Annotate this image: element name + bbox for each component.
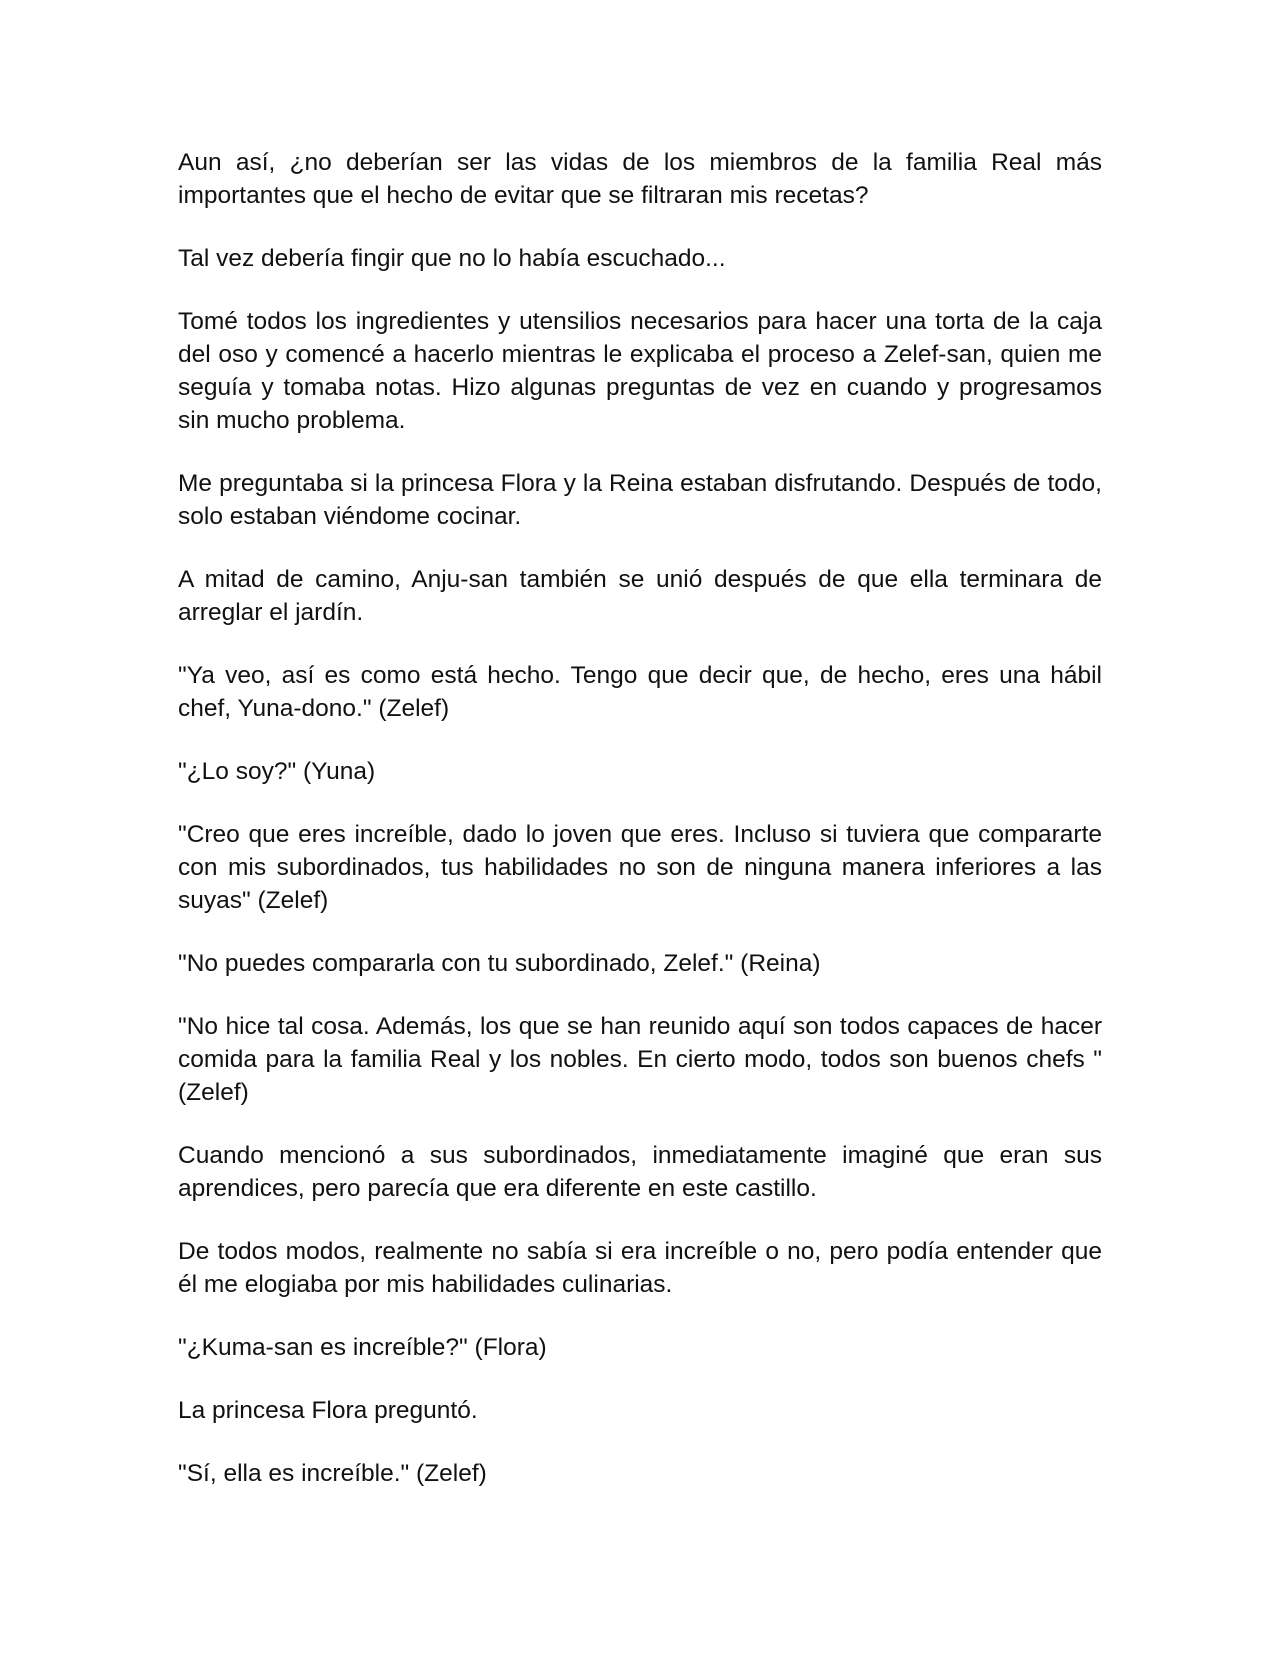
document-body (178, 146, 1102, 1520)
paragraph: "No hice tal cosa. Además, los que se han reunido aquí son todos capaces de hacer comida para la familia Real y los nobles. En cierto modo, todos son buenos chefs " (Zelef) (178, 1013, 1102, 1106)
paragraph: "Creo que eres increíble, dado lo joven que eres. Incluso si tuviera que compararte con mis subordinados, tus habilidades no son de ninguna manera inferiores a las suyas" (Zelef) (178, 821, 1102, 914)
paragraph: "No puedes compararla con tu subordinado, Zelef." (Reina) (178, 950, 821, 977)
paragraph: De todos modos, realmente no sabía si era increíble o no, pero podía entender que él me elogiaba por mis habilidades culinarias. (178, 1238, 1102, 1298)
paragraph: Aun así, ¿no deberían ser las vidas de los miembros de la familia Real más importantes que el hecho de evitar que se filtraran mis recetas? (178, 149, 1102, 209)
paragraph: "Ya veo, así es como está hecho. Tengo que decir que, de hecho, eres una hábil chef, Yuna-dono." (Zelef) (178, 662, 1102, 722)
paragraph: A mitad de camino, Anju-san también se unió después de que ella terminara de arreglar el jardín. (178, 566, 1102, 626)
paragraph: La princesa Flora preguntó. (178, 1397, 478, 1424)
paragraph: "¿Kuma-san es increíble?" (Flora) (178, 1334, 547, 1361)
paragraph: Me preguntaba si la princesa Flora y la Reina estaban disfrutando. Después de todo, solo estaban viéndome cocinar. (178, 470, 1102, 530)
paragraph: Tal vez debería fingir que no lo había escuchado... (178, 245, 726, 272)
paragraph: Cuando mencionó a sus subordinados, inmediatamente imaginé que eran sus aprendices, pero parecía que era diferente en este castillo. (178, 1142, 1102, 1202)
paragraph: Tomé todos los ingredientes y utensilios necesarios para hacer una torta de la caja del oso y comencé a hacerlo mientras le explicaba el proceso a Zelef-san, quien me seguía y tomaba notas. Hizo algunas preguntas de vez en cuando y progresamos sin mucho problema. (178, 308, 1102, 434)
paragraph: "Sí, ella es increíble." (Zelef) (178, 1460, 487, 1487)
paragraph: "¿Lo soy?" (Yuna) (178, 758, 376, 785)
